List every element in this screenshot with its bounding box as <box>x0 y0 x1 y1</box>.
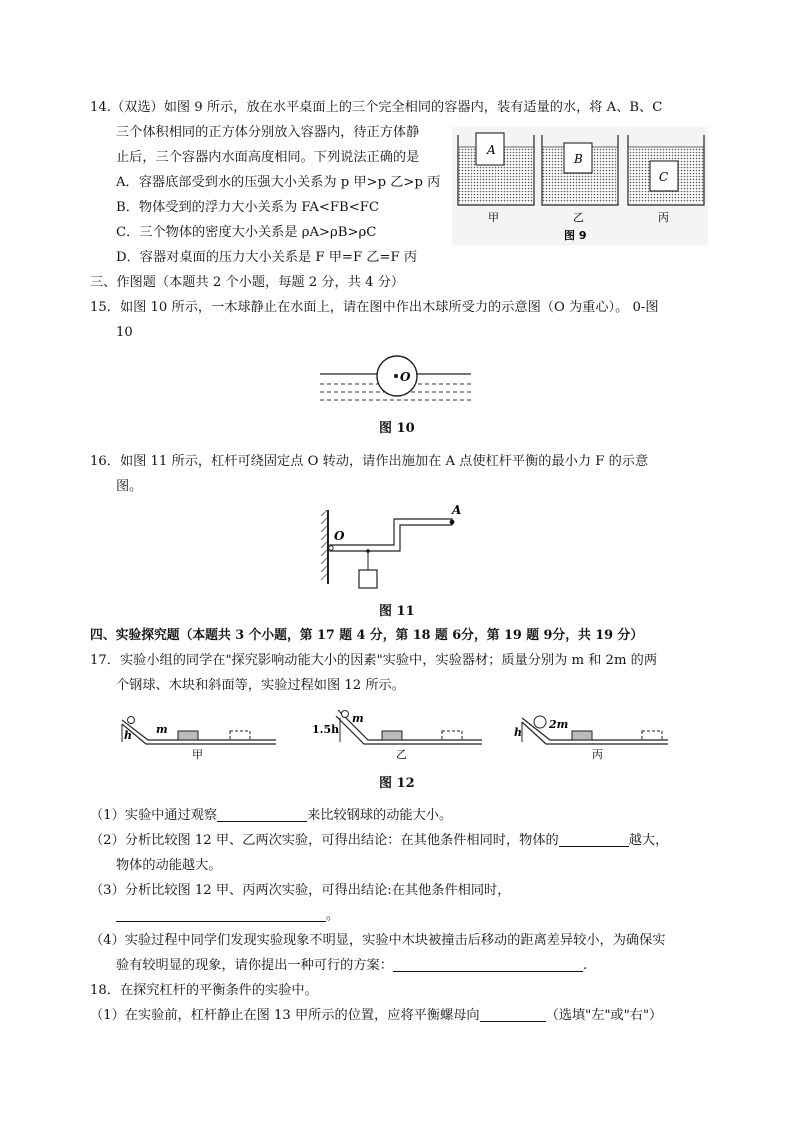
q18-sub1-suffix: （选填"左"或"右"） <box>545 1008 663 1023</box>
figure-11 <box>318 502 468 594</box>
figure-9-caption: 图 9 <box>564 229 587 242</box>
q17-sub1-prefix: （1）实验中通过观察 <box>90 808 218 823</box>
figure-12-caption: 图 12 <box>379 776 415 791</box>
q17-sub1 <box>90 806 452 826</box>
q17-line1: 17．实验小组的同学在"探究影响动能大小的因素"实验中，实验器材；质量分别为 m 和 2m 的两 <box>90 653 658 668</box>
q17-sub2-prefix: （2）分析比较图 12 甲、乙两次实验，可得出结论：在其他条件相同时，物体的 <box>90 833 559 848</box>
setup-label-yi: 乙 <box>396 748 407 761</box>
setup-label-bing: 丙 <box>592 748 603 761</box>
q17-sub2-line2: 物体的动能越大。 <box>116 858 222 873</box>
setup-jia <box>122 717 276 762</box>
figure-12 <box>112 706 702 768</box>
answer-blank-5[interactable] <box>480 1007 546 1022</box>
point-a <box>450 520 455 525</box>
q17-sub4-suffix: . <box>582 958 588 973</box>
setup-yi <box>312 710 482 761</box>
center-label: O <box>400 370 411 384</box>
mass-label-bing: 2m <box>549 718 569 731</box>
q16-line2: 图。 <box>116 479 143 494</box>
q17-sub2-suffix: 越大， <box>628 833 669 848</box>
q14-option-d: D．容器对桌面的压力大小关系是 F 甲=F 乙=F 丙 <box>116 250 418 265</box>
figure-10-caption: 图 10 <box>379 421 415 436</box>
q18-sub1 <box>90 1006 662 1026</box>
q14-option-b: B．物体受到的浮力大小关系为 FA<FB<FC <box>116 200 380 215</box>
q17-line2: 个钢球、木块和斜面等，实验过程如图 12 所示。 <box>116 678 405 693</box>
center-of-gravity <box>394 374 398 378</box>
mass-label-yi: m <box>352 712 364 725</box>
q17-sub3: （3）分析比较图 12 甲、丙两次实验，可得出结论:在其他条件相同时， <box>90 883 511 898</box>
figure-9 <box>452 127 708 245</box>
setup-label-jia: 甲 <box>192 748 203 761</box>
q15-line1: 15．如图 10 所示，一木球静止在水面上，请在图中作出木球所受力的示意图（O 为重心）。 0-图 <box>90 300 659 315</box>
pivot-label: O <box>334 529 345 543</box>
section-4-title: 四、实验探究题（本题共 3 个小题，第 17 题 4 分，第 18 题 6分，第 19 题 9分，共 19 分） <box>90 628 644 643</box>
answer-blank-4[interactable] <box>393 957 583 972</box>
label-yi: 乙 <box>573 211 584 224</box>
q14-line1: 14.（双选）如图 9 所示，放在水平桌面上的三个完全相同的容器内，装有适量的水，将 A、B、C <box>90 100 663 115</box>
height-label-yi: 1.5h <box>312 723 340 736</box>
q14-line2: 三个体积相同的正方体分别放入容器内，待正方体静 <box>116 125 420 140</box>
q17-sub2 <box>90 831 668 851</box>
q14-line3: 止后，三个容器内水面高度相同。下列说法正确的是 <box>116 150 420 165</box>
point-a-label: A <box>452 503 462 517</box>
q17-sub4-line2 <box>116 956 587 976</box>
answer-blank-3[interactable] <box>116 907 326 922</box>
setup-bing <box>514 716 668 761</box>
q17-sub3-line2 <box>116 906 339 926</box>
cube-a-label: A <box>487 143 496 157</box>
q14-option-a: A．容器底部受到水的压强大小关系为 p 甲>p 乙>p 丙 <box>116 175 441 190</box>
mass-label-jia: m <box>156 723 168 736</box>
label-bing: 丙 <box>658 211 669 224</box>
label-jia: 甲 <box>488 211 499 224</box>
answer-blank-1[interactable] <box>217 807 307 822</box>
height-label-bing: h <box>514 726 522 739</box>
figure-10 <box>318 354 473 404</box>
cube-b-label: B <box>574 152 583 166</box>
weight <box>359 570 377 588</box>
section-3-title: 三、作图题（本题共 2 个小题，每题 2 分，共 4 分） <box>90 275 405 290</box>
q17-sub1-suffix: 来比较钢球的动能大小。 <box>307 808 453 823</box>
q18-line1: 18．在探究杠杆的平衡条件的实验中。 <box>90 983 318 998</box>
answer-blank-2[interactable] <box>559 832 629 847</box>
lever <box>330 519 452 551</box>
figure-11-caption: 图 11 <box>379 604 415 619</box>
q16-line1: 16．如图 11 所示，杠杆可绕固定点 O 转动，请作出施加在 A 点使杠杆平衡的最小力 F 的示意 <box>90 454 649 469</box>
q17-sub3-suffix: 。 <box>326 908 340 923</box>
q18-sub1-prefix: （1）在实验前，杠杆静止在图 13 甲所示的位置，应将平衡螺母向 <box>90 1008 480 1023</box>
q15-line2: 10 <box>116 325 133 340</box>
height-label-jia: h <box>124 729 132 742</box>
q17-sub4: （4）实验过程中同学们发现实验现象不明显，实验中木块被撞击后移动的距离差异较小，为确保实 <box>90 933 666 948</box>
cube-c-label: C <box>659 170 669 184</box>
q17-sub4-prefix: 验有较明显的现象，请你提出一种可行的方案： <box>116 958 393 973</box>
q14-option-c: C．三个物体的密度大小关系是 ρA>ρB>ρC <box>116 225 377 240</box>
